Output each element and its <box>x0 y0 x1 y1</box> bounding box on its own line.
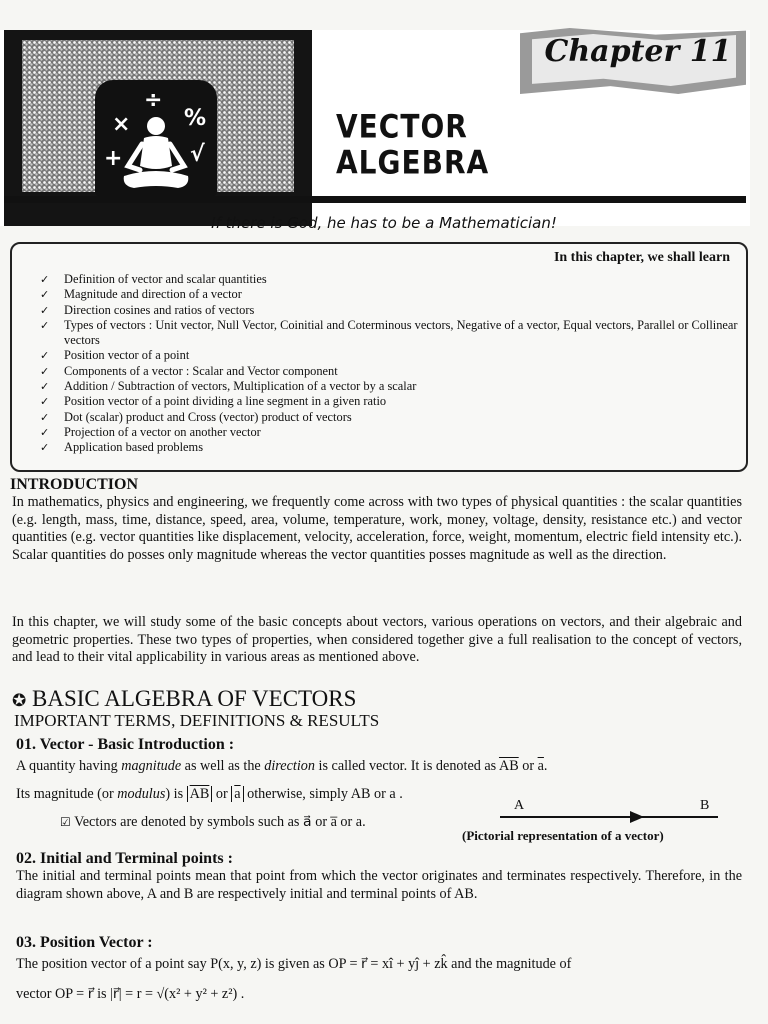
checkmark-icon: ✓ <box>40 349 50 363</box>
checkmark-icon: ✓ <box>40 318 50 332</box>
chapter-title-line2: ALGEBRA <box>336 143 490 182</box>
learning-objective-item: ✓ Application based problems <box>40 440 204 455</box>
bullet-icon: ✪ <box>12 691 27 711</box>
learning-objectives-list <box>40 272 740 456</box>
plus-symbol: + <box>104 146 123 171</box>
percent-symbol: % <box>184 106 207 131</box>
checkmark-icon: ✓ <box>40 303 50 317</box>
chapter-label: Chapter 11 <box>544 34 732 69</box>
meditating-figure-icon <box>118 114 194 196</box>
section-2-text: The initial and terminal points mean that point from which the vector originates and terminates respectively. Therefore, in the diagram shown above, A and B are respectively initial and terminal points of AB. <box>16 868 742 902</box>
checkmark-icon: ✓ <box>40 425 50 439</box>
chapter-motto: If there is God, he has to be a Mathematician! <box>211 214 557 232</box>
root-symbol: √ <box>190 142 205 167</box>
intro-paragraph-1: In mathematics, physics and engineering, we frequently come across with two types of physical quantities : the scalar quantities (e.g. length, mass, time, distance, speed, area, volume, temperature, work, money, voltage, density, resistance etc.) and vector quantities (e.g. vector quantities like displacement, velocity, acceleration, force, weight, momentum, electric field intensity etc.). Scalar quantities do posses only magnitude whereas the vector quantities posses magnitude as well as the direction. <box>12 494 742 563</box>
basic-heading <box>12 686 356 712</box>
section-2-title: 02. Initial and Terminal points : <box>16 850 233 867</box>
learning-objective-item: ✓ Magnitude and direction of a vector <box>40 287 242 302</box>
learning-objective-item: ✓ Definition of vector and scalar quantities <box>40 272 267 286</box>
vector-arrow-head-icon <box>630 811 644 823</box>
checkmark-icon: ✓ <box>40 380 50 394</box>
section-3-line-1: The position vector of a point say P(x, y, z) is given as OP = r⃗ = xî + yĵ + zk̂ and the magnitude of <box>16 956 572 972</box>
section-1-title: 01. Vector - Basic Introduction : <box>16 736 235 753</box>
learning-objective-item: ✓ Position vector of a point <box>40 348 190 363</box>
divide-symbol: ÷ <box>144 88 163 113</box>
learning-objective-item: ✓ Position vector of a point dividing a line segment in a given ratio <box>40 394 387 409</box>
point-b-label: B <box>700 798 710 813</box>
basic-heading-text: BASIC ALGEBRA OF VECTORS <box>32 686 357 711</box>
section-1-line-2: Its magnitude (or modulus) is $\overline{AB}$ or $\overline{a}$ otherwise, simply AB or a . <box>16 786 403 802</box>
checkmark-icon: ✓ <box>40 364 50 378</box>
learning-objective-item: ✓ Components of a vector : Scalar and Vector component <box>40 363 338 378</box>
intro-paragraph-2: In this chapter, we will study some of the basic concepts about vectors, various operations on vectors, and their algebraic and geometric properties. These two types of properties, when considered together give a full realisation to the concept of vectors, and lead to their vital applicability in various areas as mentioned above. <box>12 614 742 666</box>
intro-heading: INTRODUCTION <box>10 476 139 493</box>
checkmark-icon: ✓ <box>40 395 50 409</box>
multiply-symbol: × <box>112 112 131 137</box>
chapter-title-line1: VECTOR <box>336 107 468 146</box>
learning-objective-item: ✓ Dot (scalar) product and Cross (vector) product of vectors <box>40 409 352 424</box>
checkmark-icon: ✓ <box>40 410 50 424</box>
vector-caption: (Pictorial representation of a vector) <box>462 828 664 843</box>
learning-objectives-heading: In this chapter, we shall learn <box>553 250 730 265</box>
section-1-note: ☑ Vectors are denoted by symbols such as a⃗ or a̅ or a. <box>60 814 366 830</box>
learning-objective-item: ✓ Direction cosines and ratios of vectors <box>40 302 255 317</box>
learning-objective-item: ✓ Projection of a vector on another vector <box>40 424 261 439</box>
section-3-line-2: vector OP = r⃗ is |r⃗| = r = √(x² + y² + z²) . <box>16 986 245 1002</box>
section-3-title: 03. Position Vector : <box>16 934 153 951</box>
learning-objective-item: ✓ Addition / Subtraction of vectors, Multiplication of a vector by a scalar <box>40 379 417 394</box>
banner-divider <box>4 196 746 203</box>
learning-objective-item: ✓ Types of vectors : Unit vector, Null Vector, Coinitial and Coterminous vectors, Negative of a vector, Equal vectors, Parallel or Collinear vectors <box>40 317 738 348</box>
checkmark-icon: ✓ <box>40 288 50 302</box>
checkmark-icon: ✓ <box>40 273 50 286</box>
checkmark-icon: ✓ <box>40 441 50 455</box>
terms-subheading: IMPORTANT TERMS, DEFINITIONS & RESULTS <box>14 711 380 730</box>
vector-arrow-line <box>500 816 718 818</box>
point-a-label: A <box>514 798 525 813</box>
section-1-line-1: A quantity having magnitude as well as the direction is called vector. It is denoted as $\overline{AB}$ or $\overline{a}$. <box>16 758 548 774</box>
checkbox-icon: ☑ <box>60 815 71 829</box>
